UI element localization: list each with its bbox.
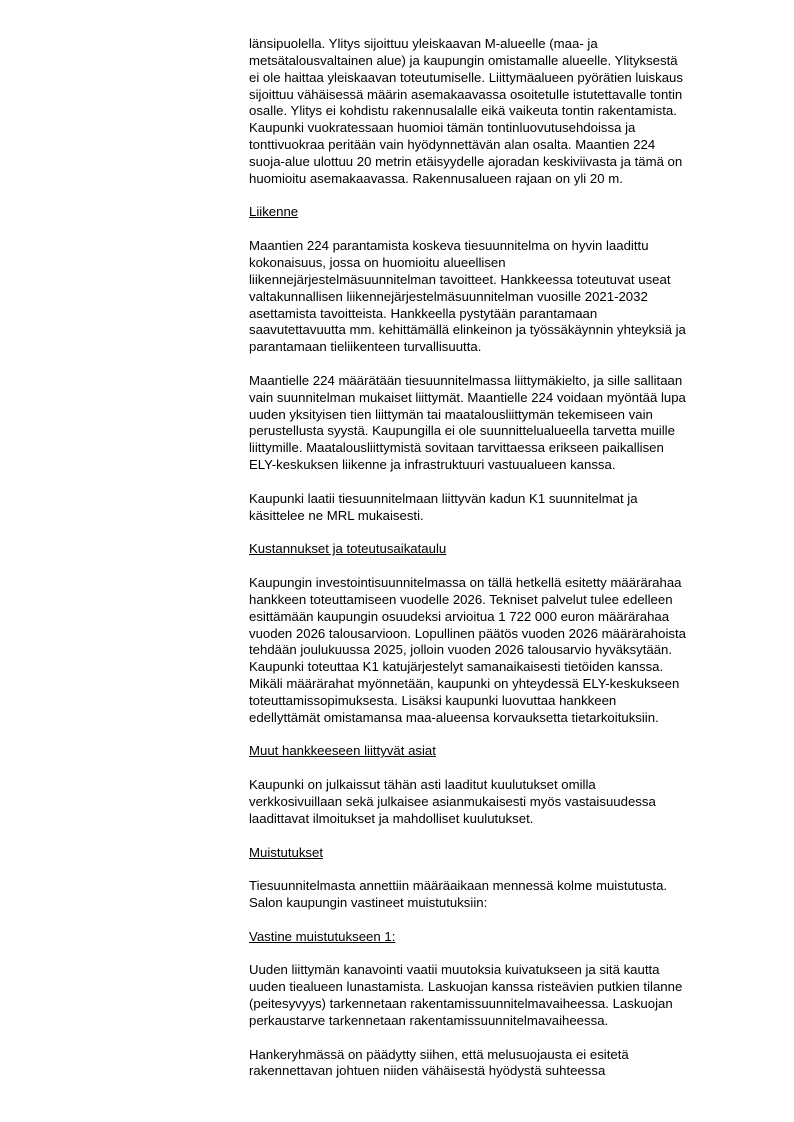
paragraph-line: esittämään kaupungin osuudeksi arvioitua 1 722 000 euron määrärahaa bbox=[249, 608, 670, 624]
paragraph-line: verkkosivuillaan sekä julkaisee asianmukaisesti myös vastaisuudessa bbox=[249, 793, 656, 809]
paragraph-line: uuden yksityisen tien liittymän tai maatalousliittymän tekemiseen vain bbox=[249, 406, 653, 422]
paragraph-line: Hankeryhmässä on päädytty siihen, että melusuojausta ei esitetä bbox=[249, 1046, 629, 1062]
paragraph-line: toteuttamissopimuksesta. Lisäksi kaupunki luovuttaa hankkeen bbox=[249, 692, 617, 708]
paragraph-line: liittymille. Maatalousliittymistä sovitaan tarvittaessa erikseen paikallisen bbox=[249, 440, 664, 456]
paragraph bbox=[249, 491, 749, 525]
paragraph-line: uuden tiealueen lunastamista. Laskuojan kanssa risteävien putkien tilanne bbox=[249, 979, 683, 995]
paragraph-line: suoja-alue ulottuu 20 metrin etäisyydelle ajoradan keskiviivasta ja tämä on bbox=[249, 153, 683, 169]
section-heading: Vastine muistutukseen 1: bbox=[249, 928, 396, 944]
paragraph bbox=[249, 36, 749, 188]
paragraph-line: Mikäli määrärahat myönnetään, kaupunki on yhteydessä ELY-keskukseen bbox=[249, 676, 680, 692]
paragraph-line: Tiesuunnitelmasta annettiin määräaikaan mennessä kolme muistutusta. bbox=[249, 878, 668, 894]
paragraph-line: Kaupunki toteuttaa K1 katujärjestelyt samanaikaisesti tietöiden kanssa. bbox=[249, 659, 664, 675]
paragraph-line: käsittelee ne MRL mukaisesti. bbox=[249, 507, 424, 523]
paragraph-line: Kaupunki on julkaissut tähän asti laaditut kuulutukset omilla bbox=[249, 777, 596, 793]
paragraph-line: Kaupunki laatii tiesuunnitelmaan liittyvän kadun K1 suunnitelmat ja bbox=[249, 490, 638, 506]
paragraph-line: perkaustarve tarkennetaan rakentamissuunnitelmavaiheessa. bbox=[249, 1012, 609, 1028]
paragraph-line: vuoden 2026 talousarvioon. Lopullinen päätös vuoden 2026 määrärahoista bbox=[249, 625, 686, 641]
paragraph-line: Kaupunki vuokratessaan huomioi tämän tontinluovutusehdoissa ja bbox=[249, 120, 636, 136]
paragraph-line: metsätalousvaltainen alue) ja kaupungin omistamalle alueelle. Ylityksestä bbox=[249, 52, 678, 68]
paragraph-line: liikennejärjestelmäsuunnitelman tavoitteet. Hankkeessa toteutuvat useat bbox=[249, 271, 671, 287]
paragraph-gap bbox=[249, 356, 749, 373]
paragraph-gap bbox=[249, 861, 749, 878]
paragraph bbox=[249, 1047, 749, 1081]
paragraph-line: sijoittuu vähäisessä määrin asemakaavassa osoitetulle istutettavalle tontin bbox=[249, 86, 683, 102]
paragraph-line: Kaupungin investointisuunnitelmassa on tällä hetkellä esitetty määrärahaa bbox=[249, 575, 682, 590]
paragraph-line: ei ole haittaa yleiskaavan toteutumiselle. Liittymäalueen pyörätien luiskaus bbox=[249, 69, 683, 85]
paragraph-gap bbox=[249, 221, 749, 238]
paragraph-gap bbox=[249, 727, 749, 744]
paragraph-gap bbox=[249, 474, 749, 491]
paragraph-line: laadittavat ilmoitukset ja mahdolliset kuulutukset. bbox=[249, 810, 534, 826]
paragraph-gap bbox=[249, 524, 749, 541]
paragraph bbox=[249, 777, 749, 828]
paragraph-line: länsipuolella. Ylitys sijoittuu yleiskaavan M-alueelle (maa- ja bbox=[249, 36, 598, 51]
paragraph-gap bbox=[249, 912, 749, 929]
paragraph-line: valtakunnallisen liikennejärjestelmäsuunnitelman vuosille 2021-2032 bbox=[249, 288, 648, 304]
paragraph-line: huomioitu asemakaavassa. Rakennusalueen rajaan on yli 20 m. bbox=[249, 170, 623, 186]
paragraph-line: rakennettavan johtuen niiden vähäisestä hyödystä suhteessa bbox=[249, 1063, 606, 1079]
paragraph-line: Maantien 224 parantamista koskeva tiesuunnitelma on hyvin laadittu bbox=[249, 238, 649, 254]
paragraph-line: tonttivuokraa peritään vain hyödynnettävän alan osalta. Maantien 224 bbox=[249, 137, 656, 153]
paragraph-line: Uuden liittymän kanavointi vaatii muutoksia kuivatukseen ja sitä kautta bbox=[249, 962, 660, 978]
paragraph bbox=[249, 575, 749, 727]
paragraph-line: kokonaisuus, jossa on huomioitu alueellisen bbox=[249, 254, 506, 270]
paragraph-line: osalle. Ylitys ei kohdistu rakennusalalle eikä vaikeuta tontin rakentamista. bbox=[249, 103, 677, 119]
paragraph bbox=[249, 238, 749, 356]
paragraph-line: ELY-keskuksen liikenne ja infrastruktuuri vastuualueen kanssa. bbox=[249, 457, 616, 473]
paragraph-line: Salon kaupungin vastineet muistutuksiin: bbox=[249, 895, 488, 911]
section-heading: Muut hankkeeseen liittyvät asiat bbox=[249, 743, 436, 759]
document-page bbox=[249, 36, 749, 1080]
paragraph-line: Maantielle 224 määrätään tiesuunnitelmassa liittymäkielto, ja sille sallitaan bbox=[249, 372, 683, 388]
paragraph bbox=[249, 373, 749, 474]
paragraph-line: hankkeen toteuttamiseen vuodelle 2026. Tekniset palvelut tulee edelleen bbox=[249, 591, 673, 607]
paragraph-line: tehdään joulukuussa 2025, jolloin vuoden 2026 talousarvio hyväksytään. bbox=[249, 642, 673, 658]
section-heading: Muistutukset bbox=[249, 844, 324, 860]
section-heading: Liikenne bbox=[249, 204, 299, 220]
paragraph-line: edellyttämät omistamansa maa-alueensa korvauksetta tietarkoituksiin. bbox=[249, 709, 659, 725]
paragraph-line: vain suunnitelman mukaiset liittymät. Maantielle 224 voidaan myöntää lupa bbox=[249, 389, 686, 405]
paragraph-gap bbox=[249, 828, 749, 845]
paragraph-gap bbox=[249, 760, 749, 777]
paragraph-gap bbox=[249, 946, 749, 963]
paragraph-line: perustellusta syystä. Kaupungilla ei ole suunnittelualueella tarvetta muille bbox=[249, 423, 675, 439]
paragraph-line: saavutettavuutta mm. kehittämällä elinkeinon ja työssäkäynnin yhteyksiä ja bbox=[249, 322, 686, 338]
paragraph-gap bbox=[249, 1030, 749, 1047]
paragraph bbox=[249, 878, 749, 912]
paragraph-gap bbox=[249, 188, 749, 205]
paragraph-gap bbox=[249, 558, 749, 575]
section-heading: Kustannukset ja toteutusaikataulu bbox=[249, 541, 447, 557]
paragraph-line: parantamaan tieliikenteen turvallisuutta. bbox=[249, 339, 482, 355]
paragraph-line: (peitesyvyys) tarkennetaan rakentamissuunnitelmavaiheessa. Laskuojan bbox=[249, 996, 673, 1012]
paragraph bbox=[249, 962, 749, 1029]
paragraph-line: asettamista tavoitteista. Hankkeella pystytään parantamaan bbox=[249, 305, 598, 321]
